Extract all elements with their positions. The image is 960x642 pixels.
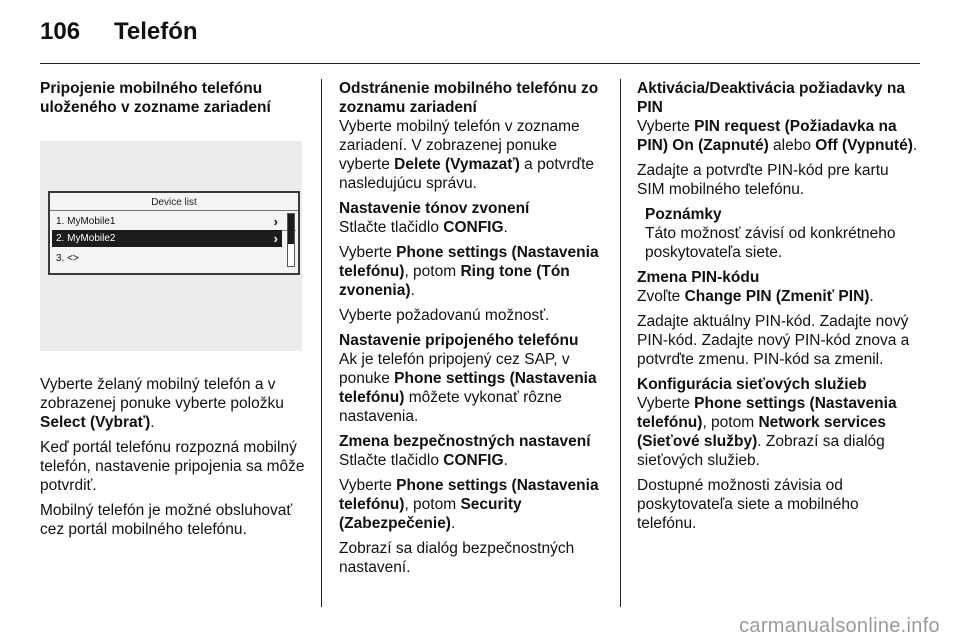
page-header	[40, 18, 198, 46]
note-heading: Poznámky	[645, 206, 722, 223]
device-name: 1. MyMobile1	[56, 216, 116, 227]
column-3	[637, 79, 920, 539]
column-1	[40, 79, 305, 545]
page-number: 106	[40, 18, 81, 45]
column-2	[339, 79, 611, 583]
chevron-right-icon: ›	[273, 231, 278, 246]
section-remove-phone: Odstránenie mobilného telefónu zo zoznamu zariadení Vyberte mobilný telefón v zozname zariadení. V zobrazenej ponuke vyberte Delete (Vymazať) a potvrďte nasledujúcu správu.	[339, 79, 611, 193]
section-title: Telefón	[114, 18, 198, 45]
section-heading: Odstránenie mobilného telefónu zo zoznamu zariadení	[339, 80, 599, 116]
device-name: 3. <>	[56, 253, 79, 264]
header-rule	[40, 63, 920, 64]
section-pin-request: Aktivácia/Deaktivácia požiadavky na PIN Vyberte PIN request (Požiadavka na PIN) On (Zapnuté) alebo Off (Vypnuté). Zadajte a potvrďte PIN-kód pre kartu SIM mobilného telefónu.	[637, 79, 920, 199]
note-box	[645, 205, 920, 262]
device-list-panel	[48, 191, 300, 275]
note-text: Táto možnosť závisí od konkrétneho poskytovateľa siete.	[645, 225, 896, 261]
section-heading: Konfigurácia sieťových služieb	[637, 376, 867, 393]
device-list-item	[52, 250, 282, 267]
device-list-screenshot	[40, 141, 302, 351]
section-heading: Zmena PIN-kódu	[637, 269, 760, 286]
section-heading: Nastavenie tónov zvonení	[339, 200, 530, 217]
section-security: Zmena bezpečnostných nastavení Stlačte tlačidlo CONFIG. Vyberte Phone settings (Nastavenia telefónu), potom Security (Zabezpečenie). Zobrazí sa dialóg bezpečnostných nastavení.	[339, 432, 611, 577]
scrollbar	[287, 213, 295, 267]
section-heading: Aktivácia/Deaktivácia požiadavky na PIN	[637, 80, 905, 116]
watermark: carmanualsonline.info	[739, 615, 940, 637]
device-name: 2. MyMobile2	[56, 233, 116, 244]
section-change-pin: Zmena PIN-kódu Zvoľte Change PIN (Zmeniť PIN). Zadajte aktuálny PIN-kód. Zadajte nový PIN-kód. Zadajte nový PIN-kód znova a potvrďte zmenu. PIN-kód sa zmenil.	[637, 268, 920, 369]
scrollbar-thumb	[288, 214, 294, 244]
section-heading: Nastavenie pripojeného telefónu	[339, 332, 579, 349]
paragraph: Vyberte želaný mobilný telefón a v zobrazenej ponuke vyberte položku Select (Vybrať).	[40, 376, 284, 431]
column-divider-1	[321, 79, 322, 607]
column-divider-2	[620, 79, 621, 607]
section-ringtone: Nastavenie tónov zvonení Stlačte tlačidlo CONFIG. Vyberte Phone settings (Nastavenia telefónu), potom Ring tone (Tón zvonenia). Vyberte požadovanú možnosť.	[339, 199, 611, 325]
device-list-title: Device list	[50, 195, 298, 211]
chevron-right-icon: ›	[273, 214, 278, 229]
device-list-item-selected	[52, 230, 282, 247]
section-heading: Zmena bezpečnostných nastavení	[339, 433, 591, 450]
paragraph: Mobilný telefón je možné obsluhovať cez portál mobilného telefónu.	[40, 502, 293, 538]
section-heading: Pripojenie mobilného telefónu uloženého v zozname zariadení	[40, 80, 271, 116]
section-connected-phone: Nastavenie pripojeného telefónu Ak je telefón pripojený cez SAP, v ponuke Phone settings (Nastavenia telefónu) môžete vykonať rôzne nastavenia.	[339, 331, 611, 426]
paragraph: Keď portál telefónu rozpozná mobilný telefón, nastavenie pripojenia sa môže potvrdiť.	[40, 439, 305, 494]
device-list-item	[52, 213, 282, 230]
section-network-services: Konfigurácia sieťových služieb Vyberte Phone settings (Nastavenia telefónu), potom Network services (Sieťové služby). Zobrazí sa dialóg sieťových služieb. Dostupné možnosti závisia od poskytovateľa siete a mobilného telefónu.	[637, 375, 920, 533]
